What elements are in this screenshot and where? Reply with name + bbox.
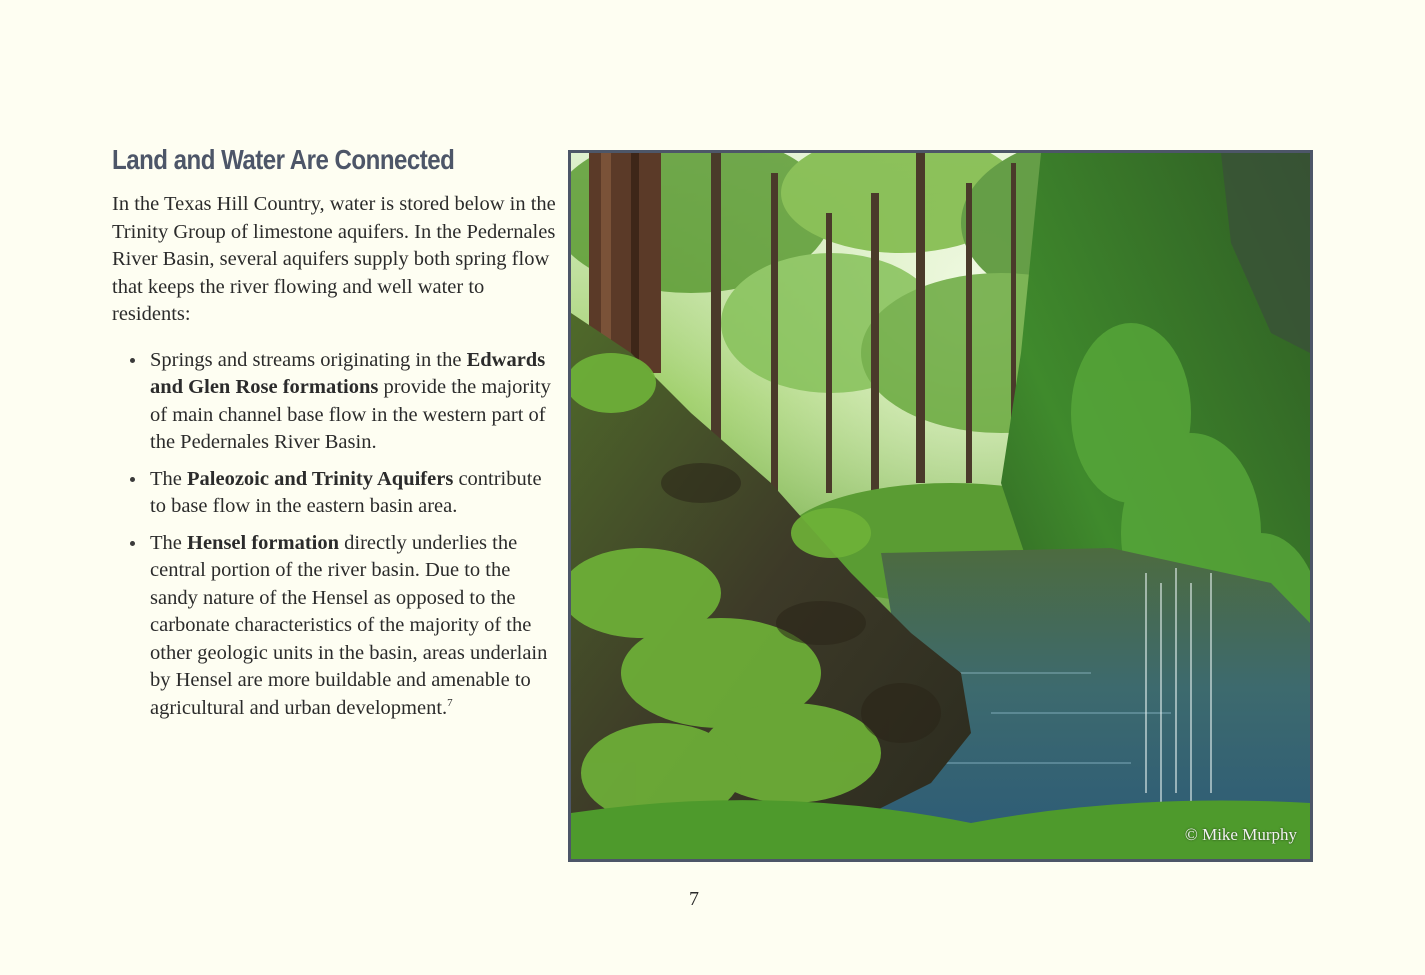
bullet-text: The [150,467,187,490]
body-text-column [112,191,560,731]
bullet-icon [130,477,135,482]
bullet-text: contribute to base flow in the eastern basin area. [150,467,542,517]
page-number: 7 [689,888,699,910]
forest-creek-photo [571,153,1310,859]
bullet-bold-term: Paleozoic and Trinity Aquifers [187,467,454,490]
bullet-item-paleozoic-trinity [150,466,560,521]
bullet-text: provide the majority of main channel base flow in the western part of the Pedernales River Basin. [150,376,551,453]
bullet-text: The [150,531,187,554]
bullet-text: directly underlies the central portion of the river basin. Due to the sandy nature of the Hensel as opposed to the carbonate characteristics of the majority of the other geologic units in the basin, areas underlain by Hensel are more buildable and amenable to agricultural and urban development. [150,531,548,719]
bullet-icon [130,358,135,363]
photo-credit: © Mike Murphy [1184,825,1297,844]
aquifer-bullet-list [112,347,560,723]
bullet-bold-term: Hensel formation [187,531,340,554]
footnote-marker: 7 [447,696,453,709]
intro-paragraph: In the Texas Hill Country, water is stored below in the Trinity Group of limestone aquifers. In the Pedernales River Basin, several aquifers supply both spring flow that keeps the river flowing and well water to residents: [112,193,556,325]
bullet-icon [130,541,135,546]
bullet-bold-term: Edwards and Glen Rose formations [150,348,546,398]
photo-frame [568,150,1313,862]
bullet-text: Springs and streams originating in the [150,348,467,371]
bullet-item-hensel [150,530,560,723]
bullet-item-edwards-glen-rose [150,347,560,457]
section-heading: Land and Water Are Connected [112,144,455,175]
